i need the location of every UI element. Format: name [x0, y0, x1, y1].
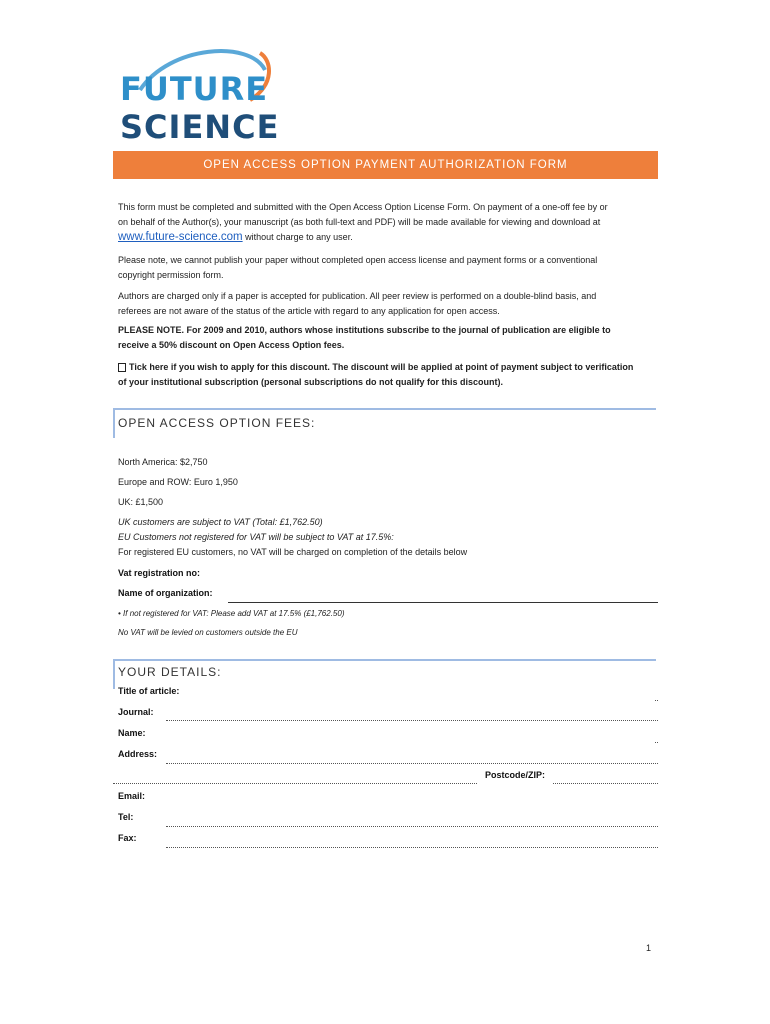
intro-paragraph-3: [118, 289, 658, 319]
fax-label: Fax:: [118, 833, 137, 843]
vat-outside-eu-note: No VAT will be levied on customers outside the EU: [118, 628, 298, 637]
intro-p1-line1: This form must be completed and submitted with the Open Access Option License Form. On payment of a one-off fee by or: [118, 202, 608, 212]
discount-tick-line2: of your institutional subscription (personal subscriptions do not qualify for this discount).: [118, 377, 504, 387]
address-field-line2[interactable]: [113, 783, 477, 784]
organization-field[interactable]: [228, 602, 658, 603]
discount-note-line2: receive a 50% discount on Open Access Option fees.: [118, 340, 345, 350]
fees-section-title: OPEN ACCESS OPTION FEES:: [118, 416, 316, 430]
intro-paragraph-1: [118, 200, 658, 245]
form-title-banner: OPEN ACCESS OPTION PAYMENT AUTHORIZATION FORM: [113, 151, 658, 179]
intro-p3-line2: referees are not aware of the status of the article with regard to any application for open access.: [118, 306, 500, 316]
intro-p1-line3: without charge to any user.: [242, 232, 353, 242]
postcode-field[interactable]: [553, 783, 658, 784]
discount-tick-paragraph: [118, 360, 658, 390]
article-title-label: Title of article:: [118, 686, 180, 696]
discount-checkbox[interactable]: [118, 363, 126, 372]
vat-uk-note: UK customers are subject to VAT (Total: £1,762.50): [118, 517, 323, 527]
intro-p1-line2: on behalf of the Author(s), your manuscript (as both full-text and PDF) will be made available for viewing and download at: [118, 217, 601, 227]
future-science-link[interactable]: www.future-science.com: [118, 231, 243, 243]
name-field[interactable]: [655, 742, 658, 743]
journal-field[interactable]: [166, 720, 658, 721]
vat-registered-note: For registered EU customers, no VAT will be charged on completion of the details below: [118, 547, 468, 557]
discount-note: [118, 323, 658, 353]
postcode-label: Postcode/ZIP:: [485, 770, 546, 780]
address-field-line1[interactable]: [166, 763, 658, 764]
intro-p2-line1: Please note, we cannot publish your paper without completed open access license and payment forms or a conventional: [118, 255, 598, 265]
details-section-left-rule: [113, 659, 115, 689]
organization-label: Name of organization:: [118, 588, 213, 598]
fee-europe-row: Europe and ROW: Euro 1,950: [118, 477, 238, 487]
tel-label: Tel:: [118, 812, 134, 822]
address-label: Address:: [118, 749, 158, 759]
intro-paragraph-2: [118, 253, 658, 283]
intro-p3-line1: Authors are charged only if a paper is accepted for publication. All peer review is performed on a double-blind basis, and: [118, 291, 597, 301]
discount-tick-line1: Tick here if you wish to apply for this discount. The discount will be applied at point of payment subject to verification: [129, 362, 634, 372]
fee-uk: UK: £1,500: [118, 497, 164, 507]
fees-section-rule: [113, 408, 656, 410]
details-section-title: YOUR DETAILS:: [118, 665, 222, 679]
vat-registration-label: Vat registration no:: [118, 568, 201, 578]
fees-section-left-rule: [113, 408, 115, 438]
vat-eu-note: EU Customers not registered for VAT will be subject to VAT at 17.5%:: [118, 532, 394, 542]
article-title-field[interactable]: [655, 700, 658, 701]
page-number: 1: [646, 943, 652, 953]
intro-p2-line2: copyright permission form.: [118, 270, 224, 280]
vat-add-note: • If not registered for VAT: Please add VAT at 17.5% (£1,762.50): [118, 609, 345, 618]
email-label: Email:: [118, 791, 146, 801]
fee-north-america: North America: $2,750: [118, 457, 208, 467]
logo-text-future: FUTURE: [120, 70, 269, 108]
tel-field[interactable]: [166, 826, 658, 827]
details-section-rule: [113, 659, 656, 661]
discount-note-line1: PLEASE NOTE. For 2009 and 2010, authors whose institutions subscribe to the journal of publication are eligible to: [118, 325, 611, 335]
journal-label: Journal:: [118, 707, 154, 717]
name-label: Name:: [118, 728, 146, 738]
logo-text-science: SCIENCE: [120, 108, 280, 146]
fax-field[interactable]: [166, 847, 658, 848]
